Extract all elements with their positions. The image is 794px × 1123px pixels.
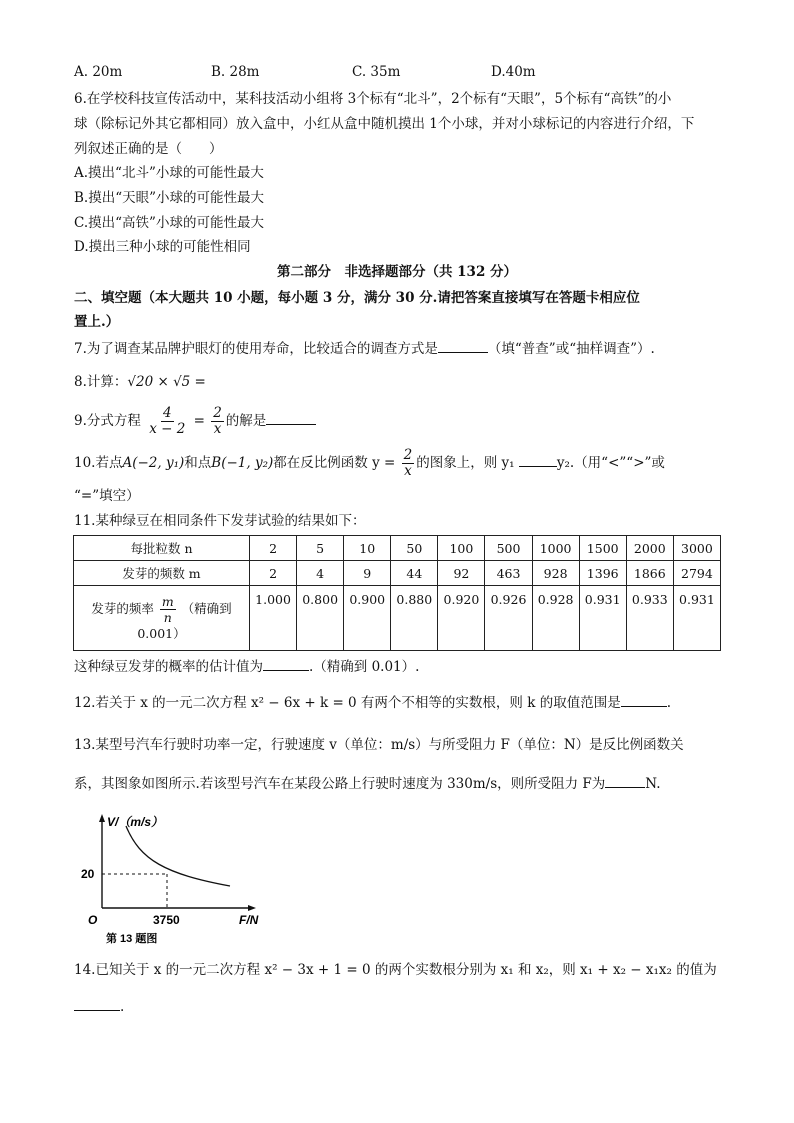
frequency-fraction [160, 594, 176, 625]
q5-option-d: D.40m [491, 64, 536, 80]
cell-frequency: 0.933 [626, 586, 673, 651]
row-header-m: 发芽的频数 m [74, 561, 250, 586]
q6-line-3: 列叙述正确的是（ ） [74, 141, 223, 157]
cell-m: 1396 [579, 561, 626, 586]
q13-unit: N. [645, 776, 661, 792]
cell-m: 9 [344, 561, 391, 586]
cell-n: 2 [250, 536, 297, 561]
q8-expression: √20 × √5 = [127, 374, 206, 390]
q7-text: 7.为了调查某品牌护眼灯的使用寿命，比较适合的调查方式是 [74, 341, 438, 357]
q9-numerator-left: 4 [162, 405, 172, 421]
q6-line-1: 6.在学校科技宣传活动中，某科技活动小组将 3个标有“北斗”，2个标有“天眼”，5个标有“高铁”的小 [74, 91, 672, 107]
q5-option-a: A. 20m [74, 64, 123, 80]
question-12 [74, 692, 671, 713]
q13-figure [80, 812, 270, 947]
cell-m: 44 [391, 561, 438, 586]
y-tick-label: 20 [81, 867, 95, 881]
section-heading-line-1: 二、填空题（本大题共 10 小题，每小题 3 分，满分 30 分.请把答案直接填写在答题卡相应位 [74, 290, 640, 306]
cell-frequency: 0.880 [391, 586, 438, 651]
figure-caption: 第 13 题图 [106, 933, 158, 945]
q10-point-a: A(−2, y₁) [122, 455, 185, 471]
question-9 [74, 404, 316, 438]
cell-n: 50 [391, 536, 438, 561]
cell-n: 1000 [532, 536, 579, 561]
q10-fraction [402, 448, 415, 479]
q9-tail: 的解是 [225, 413, 267, 429]
cell-frequency: 1.000 [250, 586, 297, 651]
q9-denominator-right: x [213, 421, 222, 437]
q6-option-d: D.摸出三种小球的可能性相同 [74, 239, 251, 255]
q11-conclusion [74, 656, 419, 677]
q13-line-1: 13.某型号汽车行驶时功率一定，行驶速度 v（单位：m/s）与所受阻力 F（单位：N）是反比例函数关 [74, 737, 684, 753]
row-header-frequency [74, 586, 250, 651]
q10-mid: 和点 [184, 455, 212, 471]
q9-label: 9.分式方程 [74, 413, 141, 429]
section-heading-line-2: 置上.） [74, 314, 120, 330]
q12-text: 12.若关于 x 的一元二次方程 x² − 6x + k = 0 有两个不相等的实数根，则 k 的取值范围是 [74, 695, 621, 711]
q10-after: 的图象上，则 y₁ [416, 455, 515, 471]
q11-answer-blank[interactable] [263, 656, 309, 671]
cell-frequency: 0.928 [532, 586, 579, 651]
cell-m: 2 [250, 561, 297, 586]
q6-option-c: C.摸出“高铁”小球的可能性最大 [74, 215, 264, 231]
frequency-denominator: n [163, 610, 172, 625]
frequency-note: （精确到 [181, 601, 232, 616]
table-row-frequency [74, 586, 721, 651]
q14-period: . [120, 999, 125, 1015]
q10-numerator: 2 [403, 447, 413, 463]
y-axis-label: V/（m/s） [107, 815, 164, 829]
q13-answer-blank[interactable] [605, 773, 645, 788]
q10-y2: y₂.（用“<”“>”或 [556, 455, 665, 471]
cell-n: 3000 [673, 536, 720, 561]
q12-answer-blank[interactable] [621, 692, 667, 707]
cell-m: 2794 [673, 561, 720, 586]
q10-function: 都在反比例函数 y = [273, 455, 396, 471]
cell-m: 1866 [626, 561, 673, 586]
inverse-curve [126, 826, 230, 886]
q11-conclusion-tail: .（精确到 0.01）. [309, 659, 420, 675]
cell-frequency: 0.931 [579, 586, 626, 651]
q9-numerator-right: 2 [213, 405, 222, 421]
germination-table [73, 535, 721, 651]
question-10 [74, 446, 665, 480]
cell-m: 4 [297, 561, 344, 586]
q11-intro: 11.某种绿豆在相同条件下发芽试验的结果如下： [74, 513, 366, 529]
cell-n: 100 [438, 536, 485, 561]
q6-option-b: B.摸出“天眼”小球的可能性最大 [74, 190, 265, 206]
frequency-note-2: 0.001） [137, 626, 186, 641]
cell-n: 2000 [626, 536, 673, 561]
q5-option-b: B. 28m [211, 64, 260, 80]
origin-label: O [88, 913, 98, 927]
q10-denominator: x [404, 463, 412, 479]
q13-line-2: 系，其图象如图所示.若该型号汽车在某段公路上行驶时速度为 330m/s，则所受阻力 F为 [74, 776, 606, 792]
cell-n: 5 [297, 536, 344, 561]
cell-frequency: 0.931 [673, 586, 720, 651]
x-axis-label: F/N [239, 913, 259, 927]
q10-intro: 10.若点 [74, 455, 123, 471]
cell-m: 463 [485, 561, 532, 586]
q14-line-2 [74, 996, 124, 1017]
frequency-label: 发芽的频率 [91, 601, 154, 616]
cell-n: 500 [485, 536, 532, 561]
table-row-n [74, 536, 721, 561]
frequency-numerator: m [161, 594, 174, 609]
q9-fraction-right [211, 406, 224, 437]
row-header-n: 每批粒数 n [74, 536, 250, 561]
q13-line-2-wrap [74, 773, 661, 794]
q6-line-2: 球（除标记外其它都相同）放入盒中，小红从盒中随机摸出 1个小球，并对小球标记的内容进行介绍，下 [74, 116, 695, 132]
q12-period: . [666, 695, 671, 711]
cell-n: 1500 [579, 536, 626, 561]
y-axis-arrow [99, 814, 105, 822]
q10-line-2: “=”填空） [74, 488, 140, 504]
q11-conclusion-text: 这种绿豆发芽的概率的估计值为 [74, 659, 263, 675]
question-7 [74, 338, 655, 359]
q14-answer-blank[interactable] [74, 996, 120, 1011]
cell-m: 928 [532, 561, 579, 586]
cell-frequency: 0.900 [344, 586, 391, 651]
q9-answer-blank[interactable] [266, 410, 316, 425]
q9-denominator-left: x − 2 [149, 421, 186, 437]
cell-n: 10 [344, 536, 391, 561]
q8-label: 8.计算： [74, 374, 128, 390]
cell-frequency: 0.920 [438, 586, 485, 651]
question-8 [74, 372, 206, 392]
q10-answer-blank[interactable] [519, 452, 557, 467]
cell-m: 92 [438, 561, 485, 586]
x-tick-label: 3750 [153, 913, 180, 927]
q14-line-1: 14.已知关于 x 的一元二次方程 x² − 3x + 1 = 0 的两个实数根分别为 x₁ 和 x₂，则 x₁ + x₂ − x₁x₂ 的值为 [74, 962, 717, 978]
cell-frequency: 0.800 [297, 586, 344, 651]
q9-equals: = [193, 413, 205, 429]
q7-answer-blank[interactable] [438, 338, 488, 353]
q6-option-a: A.摸出“北斗”小球的可能性最大 [74, 165, 264, 181]
x-axis-arrow [248, 905, 256, 911]
cell-frequency: 0.926 [485, 586, 532, 651]
q7-tail: （填“普查”或“抽样调查”）. [487, 341, 655, 357]
table-row-m [74, 561, 721, 586]
part-two-title: 第二部分 非选择题部分（共 132 分） [276, 264, 518, 280]
q5-option-c: C. 35m [352, 64, 401, 80]
q10-point-b: B(−1, y₂) [211, 455, 274, 471]
q9-fraction-left [147, 406, 187, 437]
